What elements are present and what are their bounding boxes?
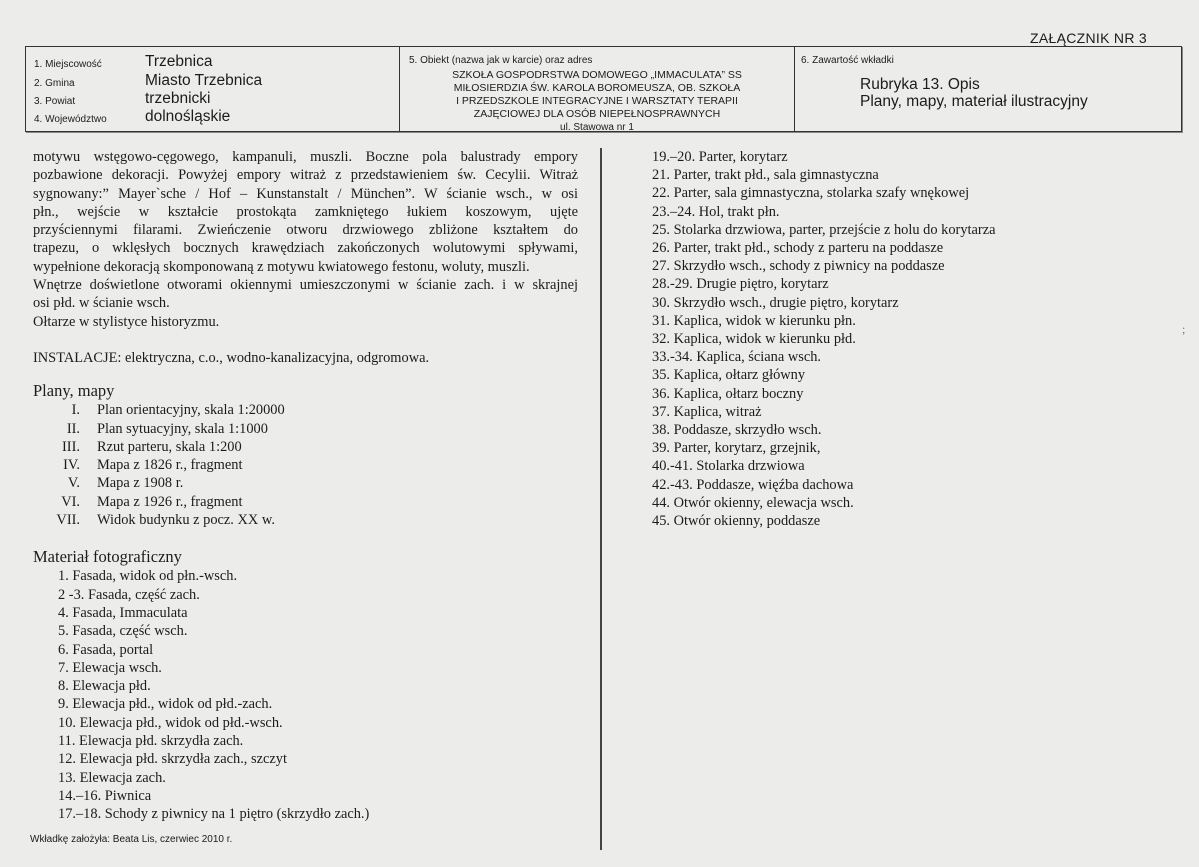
list-item: 38. Poddasze, skrzydło wsch. (652, 422, 822, 439)
list-item: 11. Elewacja płd. skrzydła zach. (58, 733, 244, 750)
plan-text: Mapa z 1926 r., fragment (97, 493, 243, 510)
content-label: 6. Zawartość wkładki (801, 55, 894, 66)
description-line: motywu wstęgowo-cęgowego, kampanuli, muszli. Boczne pola balustrady empory (33, 149, 578, 165)
value-commune: Miasto Trzebnica (145, 72, 263, 89)
plan-text: Rzut parteru, skala 1:200 (97, 438, 242, 455)
description-line: wypełnione dekoracją skomponowaną z motywu kwiatowego festonu, woluty, muszli. (33, 258, 530, 275)
list-item: 42.-43. Poddasze, więźba dachowa (652, 476, 854, 493)
plan-text: Mapa z 1908 r. (97, 475, 184, 492)
list-item: 13. Elewacja zach. (58, 769, 166, 786)
description-line: Ołtarze w stylistyce historyzmu. (33, 313, 220, 330)
list-item: 6. Fasada, portal (58, 641, 154, 658)
list-item: 23.–24. Hol, trakt płn. (652, 203, 780, 220)
list-item (33, 474, 578, 492)
list-item: 37. Kaplica, witraż (652, 403, 762, 420)
description-line: sygnowany:” Mayer`sche / Hof – Kunstanstalt / München”. W ścianie wsch., w osi (33, 185, 578, 202)
list-item: 9. Elewacja płd., widok od płd.-zach. (58, 696, 273, 713)
description-line: płn., wejście w kształcie prostokąta zamkniętego łukiem koszowym, ujęte (33, 203, 578, 220)
plan-number: VII. (56, 512, 80, 529)
list-item (33, 420, 578, 438)
location-cell (26, 47, 400, 131)
right-column (652, 148, 1172, 530)
description-line: przyściennymi filarami. Zwieńczenie otworu drzwiowego zbliżone kształtem do (33, 222, 578, 239)
plan-number: V. (67, 475, 80, 492)
label-voivodeship: 4. Województwo (34, 114, 107, 125)
description-line: pozbawione dekoracji. Powyżej empory witraż z przedstawieniem św. Cecylii. Witraż (33, 167, 578, 184)
description-line: osi płd. w ścianie wsch. (33, 295, 170, 312)
list-item: 12. Elewacja płd. skrzydła zach., szczyt (58, 751, 287, 768)
list-item: 33.-34. Kaplica, ściana wsch. (652, 349, 822, 366)
content-line-1: Rubryka 13. Opis (860, 76, 980, 93)
object-line: I PRZEDSZKOLE INTEGRACYJNE I WARSZTATY TERAPII (456, 95, 738, 107)
object-line: ZAJĘCIOWEJ DLA OSÓB NIEPEŁNOSPRAWNYCH (473, 108, 721, 120)
plan-text: Plan orientacyjny, skala 1:20000 (97, 402, 285, 419)
list-item: 5. Fasada, część wsch. (58, 623, 188, 640)
header-table (25, 46, 1182, 132)
list-item: 22. Parter, sala gimnastyczna, stolarka szafy wnękowej (652, 185, 970, 202)
object-cell (400, 47, 795, 131)
margin-mark: ; (1182, 322, 1186, 336)
list-item: 8. Elewacja płd. (58, 678, 151, 695)
list-item (33, 493, 578, 511)
list-item (33, 438, 578, 456)
object-line: SZKOŁA GOSPODRSTWA DOMOWEGO „IMMACULATA” SS (452, 69, 742, 81)
photos-list (33, 567, 578, 823)
list-item: 2 -3. Fasada, część zach. (58, 586, 200, 603)
list-item: 26. Parter, trakt płd., schody z parteru na poddasze (652, 240, 944, 257)
column-divider (600, 148, 602, 850)
content-value (860, 76, 1088, 110)
list-item: 14.–16. Piwnica (58, 787, 152, 804)
object-label: 5. Obiekt (nazwa jak w karcie) oraz adres (409, 55, 593, 66)
value-county: trzebnicki (145, 90, 211, 107)
plan-number: IV. (63, 457, 80, 474)
installations: INSTALACJE: elektryczna, c.o., wodno-kanalizacyjna, odgromowa. (33, 349, 430, 366)
plan-text: Mapa z 1826 r., fragment (97, 457, 243, 474)
plan-number: I. (71, 402, 80, 419)
plan-text: Plan sytuacyjny, skala 1:1000 (97, 420, 268, 437)
value-voivodeship: dolnośląskie (145, 108, 231, 125)
list-item: 10. Elewacja płd., widok od płd.-wsch. (58, 714, 283, 731)
plan-number: III. (62, 438, 80, 455)
list-item: 44. Otwór okienny, elewacja wsch. (652, 494, 854, 511)
list-item: 21. Parter, trakt płd., sala gimnastyczna (652, 167, 879, 184)
label-locality: 1. Miejscowość (34, 59, 102, 70)
description-line: Wnętrze doświetlone otworami okiennymi umieszczonymi w ścianie zach. i w skrajnej (33, 277, 578, 294)
content-cell (795, 47, 1181, 131)
list-item: 35. Kaplica, ołtarz główny (652, 367, 806, 384)
list-item (33, 511, 578, 529)
list-item: 31. Kaplica, widok w kierunku płn. (652, 312, 856, 329)
label-county: 3. Powiat (34, 96, 76, 107)
list-item: 1. Fasada, widok od płn.-wsch. (58, 568, 238, 585)
content-line-2: Plany, mapy, materiał ilustracyjny (860, 93, 1088, 110)
footer-author: Wkładkę założyła: Beata Lis, czerwiec 2010 r. (30, 834, 233, 845)
object-address: ul. Stawowa nr 1 (560, 122, 634, 133)
list-item: 4. Fasada, Immaculata (58, 604, 188, 621)
plan-number: II. (66, 420, 80, 437)
list-item: 30. Skrzydło wsch., drugie piętro, korytarz (652, 294, 899, 311)
label-commune: 2. Gmina (34, 78, 75, 89)
list-item: 40.-41. Stolarka drzwiowa (652, 458, 805, 475)
list-item: 45. Otwór okienny, poddasze (652, 513, 821, 530)
list-item: 32. Kaplica, widok w kierunku płd. (652, 331, 856, 348)
left-column (33, 148, 578, 824)
list-item: 27. Skrzydło wsch., schody z piwnicy na poddasze (652, 258, 945, 275)
plan-text: Widok budynku z pocz. XX w. (97, 512, 275, 529)
plan-number: VI. (61, 493, 80, 510)
description-line: trapezu, o wklęsłych bocznych krawędziach zakończonych wolutowymi spływami, (33, 240, 578, 257)
photos-title: Materiał fotograficzny (33, 547, 182, 567)
list-item (33, 456, 578, 474)
list-item (33, 401, 578, 419)
annex-number: ZAŁĄCZNIK NR 3 (1030, 30, 1147, 46)
list-item: 19.–20. Parter, korytarz (652, 149, 788, 165)
plans-list (33, 401, 578, 529)
plans-title: Plany, mapy (33, 381, 115, 401)
object-line: MIŁOSIERDZIA ŚW. KAROLA BOROMEUSZA, OB. SZKOŁA (453, 82, 741, 94)
list-item: 25. Stolarka drzwiowa, parter, przejście z holu do korytarza (652, 221, 996, 238)
value-locality: Trzebnica (145, 53, 213, 70)
list-item: 7. Elewacja wsch. (58, 659, 162, 676)
list-item: 36. Kaplica, ołtarz boczny (652, 385, 804, 402)
object-name (400, 69, 794, 134)
list-item: 28.-29. Drugie piętro, korytarz (652, 276, 829, 293)
list-item: 39. Parter, korytarz, grzejnik, (652, 440, 821, 457)
list-item: 17.–18. Schody z piwnicy na 1 piętro (skrzydło zach.) (58, 806, 370, 823)
